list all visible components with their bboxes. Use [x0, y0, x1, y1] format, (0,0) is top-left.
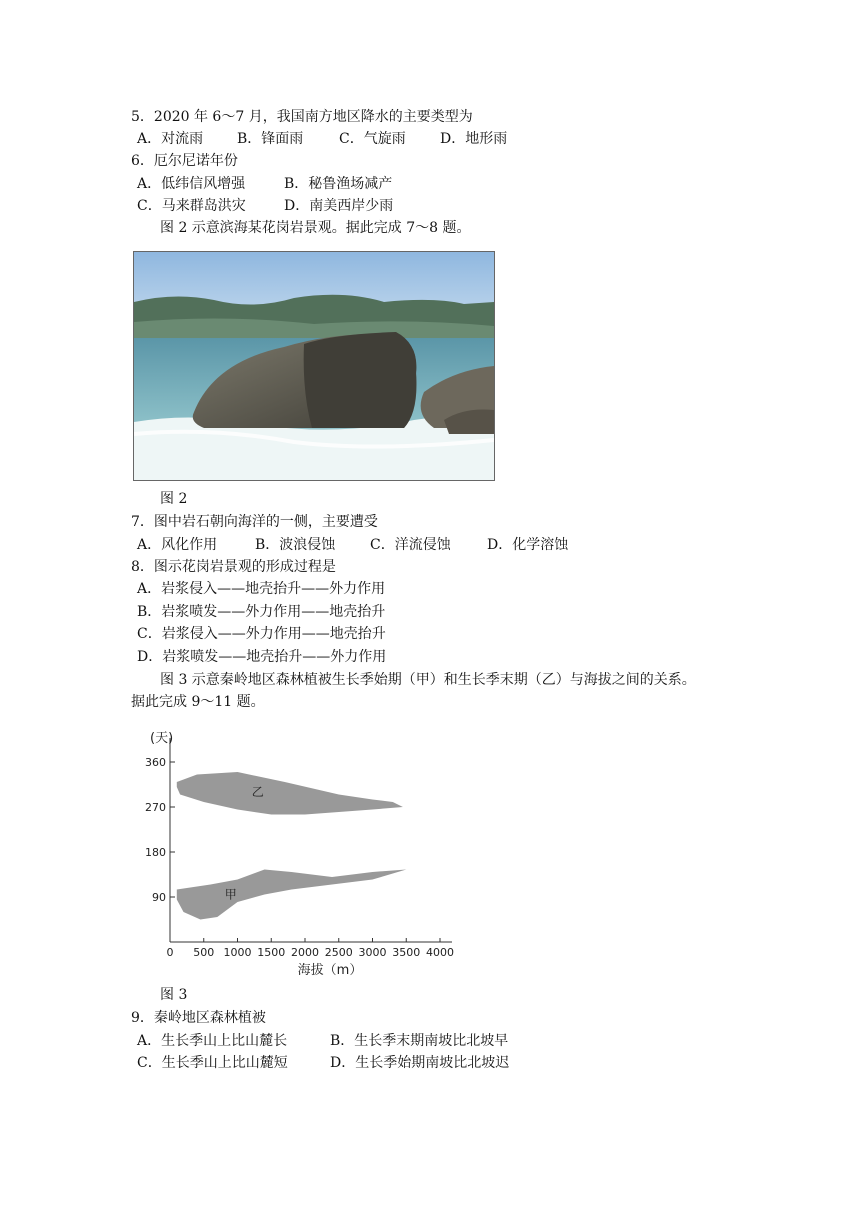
- q6-option-c: C．马来群岛洪灾: [137, 198, 246, 214]
- x-tick-label: 4000: [426, 946, 454, 959]
- q8-option-b: B．岩浆喷发——外力作用——地壳抬升: [137, 604, 386, 620]
- growing-season-chart: [142, 728, 462, 978]
- q8-option-a: A．岩浆侵入——地壳抬升——外力作用: [137, 581, 386, 597]
- series-area-yi: [177, 772, 403, 815]
- x-axis-label: 海拔（m）: [297, 963, 363, 978]
- y-axis-label: (天): [150, 731, 174, 746]
- q5-option-a: A．对流雨: [137, 131, 204, 147]
- x-tick-label: 500: [193, 946, 215, 959]
- q9-stem: 9．秦岭地区森林植被: [131, 1010, 266, 1026]
- series-label: 甲: [224, 887, 237, 902]
- q6-option-b: B．秘鲁渔场减产: [284, 176, 393, 192]
- q6-stem: 6．厄尔尼诺年份: [131, 153, 238, 169]
- q6-option-a: A．低纬信风增强: [137, 176, 246, 192]
- q9-option-d: D．生长季始期南坡比北坡迟: [330, 1055, 510, 1071]
- fig3-intro-line2: 据此完成 9～11 题。: [131, 694, 265, 710]
- granite-coast-photo: [133, 251, 495, 481]
- q5-option-c: C．气旋雨: [339, 131, 406, 147]
- y-tick-label: 180: [145, 846, 166, 859]
- q9-option-b: B．生长季末期南坡比北坡早: [330, 1033, 509, 1049]
- q7-option-c: C．洋流侵蚀: [370, 537, 451, 553]
- q9-option-c: C．生长季山上比山麓短: [137, 1055, 288, 1071]
- x-tick-label: 2500: [324, 946, 353, 959]
- q7-option-b: B．波浪侵蚀: [255, 537, 336, 553]
- q6-option-d: D．南美西岸少雨: [284, 198, 394, 214]
- series-label: 乙: [251, 785, 264, 799]
- q7-option-d: D．化学溶蚀: [487, 537, 569, 553]
- q9-option-a: A．生长季山上比山麓长: [137, 1033, 288, 1049]
- fig2-caption: 图 2: [160, 491, 188, 507]
- y-tick-label: 90: [152, 891, 166, 904]
- fig3-intro-line1: 图 3 示意秦岭地区森林植被生长季始期（甲）和生长季末期（乙）与海拔之间的关系。: [160, 672, 696, 688]
- y-tick-label: 360: [145, 756, 166, 769]
- q8-option-c: C．岩浆侵入——外力作用——地壳抬升: [137, 626, 386, 642]
- fig3-caption: 图 3: [160, 987, 188, 1003]
- series-area-jia: [177, 870, 406, 920]
- x-tick-label: 3500: [392, 946, 421, 959]
- q8-stem: 8．图示花岗岩景观的形成过程是: [131, 559, 336, 575]
- fig2-intro: 图 2 示意滨海某花岗岩景观。据此完成 7～8 题。: [160, 220, 471, 236]
- q5-option-b: B．锋面雨: [237, 131, 304, 147]
- x-tick-label: 1000: [223, 946, 252, 959]
- q7-stem: 7．图中岩石朝向海洋的一侧，主要遭受: [131, 514, 378, 530]
- x-tick-label: 2000: [291, 946, 319, 959]
- y-tick-label: 270: [145, 801, 166, 814]
- q5-stem: 5．2020 年 6～7 月，我国南方地区降水的主要类型为: [131, 109, 473, 125]
- q8-option-d: D．岩浆喷发——地壳抬升——外力作用: [137, 649, 387, 665]
- q7-option-a: A．风化作用: [137, 537, 218, 553]
- x-tick-label: 3000: [358, 946, 387, 959]
- x-tick-label: 1500: [257, 946, 286, 959]
- x-tick-label: 0: [166, 946, 174, 959]
- q5-option-d: D．地形雨: [440, 131, 508, 147]
